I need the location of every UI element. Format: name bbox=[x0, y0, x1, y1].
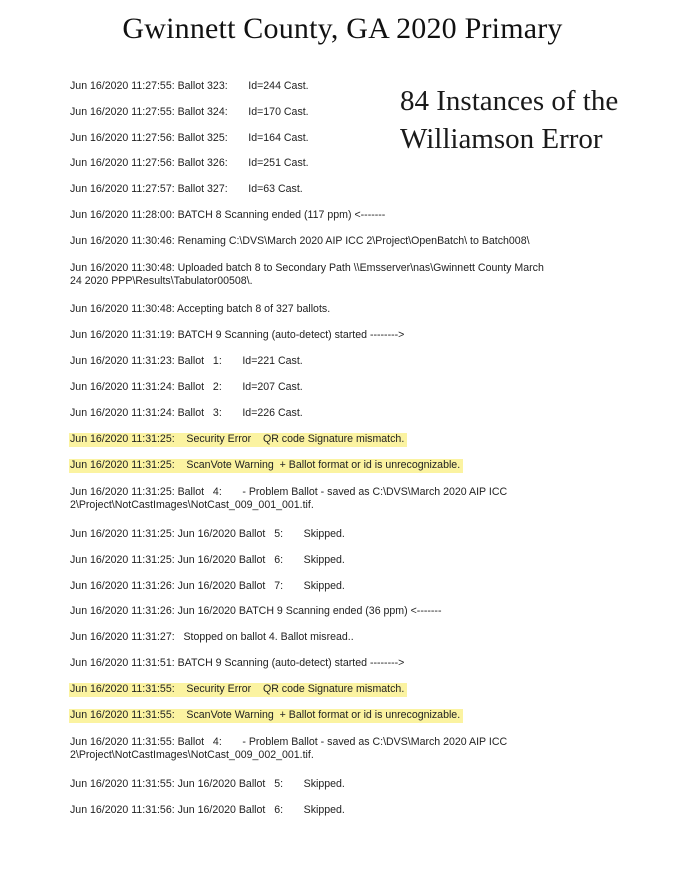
log-line-text: Jun 16/2020 11:27:56: Ballot 326: Id=251 Cast. bbox=[70, 157, 309, 169]
log-line-text: Jun 16/2020 11:31:25: Ballot 4: - Problem Ballot - saved as C:\DVS\March 2020 AIP ICC bbox=[70, 486, 508, 498]
log-line bbox=[70, 329, 404, 342]
log-line bbox=[70, 132, 309, 145]
log-line bbox=[70, 804, 345, 817]
log-line-text: Jun 16/2020 11:31:55: Security Error QR code Signature mismatch. bbox=[70, 683, 405, 695]
log-line-text: Jun 16/2020 11:31:24: Ballot 2: Id=207 Cast. bbox=[70, 381, 303, 393]
log-line bbox=[70, 381, 303, 394]
log-line-text: Jun 16/2020 11:31:27: Stopped on ballot 4. Ballot misread.. bbox=[70, 631, 354, 643]
log-line bbox=[70, 235, 530, 248]
log-line bbox=[70, 183, 303, 196]
log-line-text: Jun 16/2020 11:31:55: ScanVote Warning + Ballot format or id is unrecognizable. bbox=[70, 709, 461, 721]
log-line bbox=[70, 80, 309, 93]
log-line bbox=[70, 262, 544, 288]
log-line-highlighted bbox=[69, 709, 463, 723]
log-line bbox=[70, 486, 507, 512]
log-line-text: Jun 16/2020 11:31:51: BATCH 9 Scanning (auto-detect) started --------> bbox=[70, 657, 405, 669]
log-line-text: Jun 16/2020 11:31:25: Security Error QR code Signature mismatch. bbox=[70, 433, 405, 445]
log-line-text: Jun 16/2020 11:27:57: Ballot 327: Id=63 Cast. bbox=[70, 183, 303, 195]
log-line-text: Jun 16/2020 11:31:23: Ballot 1: Id=221 Cast. bbox=[70, 355, 303, 367]
log-line-highlighted bbox=[69, 433, 407, 447]
log-line-text: Jun 16/2020 11:30:48: Uploaded batch 8 to Secondary Path \\Emsserver\nas\Gwinnett County March bbox=[70, 262, 544, 274]
log-line-text: Jun 16/2020 11:31:26: Jun 16/2020 Ballot 7: Skipped. bbox=[70, 580, 345, 592]
log-line-text: Jun 16/2020 11:31:19: BATCH 9 Scanning (auto-detect) started --------> bbox=[70, 329, 405, 341]
log-line-text: Jun 16/2020 11:31:56: Jun 16/2020 Ballot 6: Skipped. bbox=[70, 804, 345, 816]
log-line-text: Jun 16/2020 11:30:48: Accepting batch 8 of 327 ballots. bbox=[70, 303, 331, 315]
log-line-text: Jun 16/2020 11:31:55: Jun 16/2020 Ballot 5: Skipped. bbox=[70, 778, 345, 790]
annotation-callout bbox=[400, 82, 618, 158]
log-line-text: Jun 16/2020 11:31:24: Ballot 3: Id=226 Cast. bbox=[70, 407, 303, 419]
annotation-line-1: 84 Instances of the bbox=[400, 85, 619, 117]
log-line bbox=[70, 554, 345, 567]
log-line-text: Jun 16/2020 11:27:56: Ballot 325: Id=164 Cast. bbox=[70, 132, 309, 144]
annotation-line-2: Williamson Error bbox=[400, 123, 603, 155]
log-line bbox=[70, 736, 507, 762]
log-line-text: Jun 16/2020 11:31:25: Jun 16/2020 Ballot 6: Skipped. bbox=[70, 554, 345, 566]
log-line-text: Jun 16/2020 11:30:46: Renaming C:\DVS\March 2020 AIP ICC 2\Project\OpenBatch\ to Batch008\ bbox=[70, 235, 530, 247]
log-line-highlighted bbox=[69, 683, 407, 697]
page-title: Gwinnett County, GA 2020 Primary bbox=[122, 12, 563, 45]
log-line-text: Jun 16/2020 11:31:55: Ballot 4: - Problem Ballot - saved as C:\DVS\March 2020 AIP ICC bbox=[70, 736, 508, 748]
log-line-text: Jun 16/2020 11:31:25: Jun 16/2020 Ballot 5: Skipped. bbox=[70, 528, 345, 540]
log-line-text: Jun 16/2020 11:27:55: Ballot 323: Id=244 Cast. bbox=[70, 80, 309, 92]
log-line-highlighted bbox=[69, 459, 463, 473]
log-line bbox=[70, 106, 309, 119]
log-line-text: Jun 16/2020 11:31:26: Jun 16/2020 BATCH 9 Scanning ended (36 ppm) <------- bbox=[70, 605, 442, 617]
log-line bbox=[70, 355, 303, 368]
log-line bbox=[70, 631, 354, 644]
log-line-continuation: 2\Project\NotCastImages\NotCast_009_001_001.tif. bbox=[70, 499, 314, 511]
log-line bbox=[70, 605, 442, 618]
log-line-continuation: 24 2020 PPP\Results\Tabulator00508\. bbox=[70, 275, 253, 287]
log-line-text: Jun 16/2020 11:27:55: Ballot 324: Id=170 Cast. bbox=[70, 106, 309, 118]
log-line bbox=[70, 407, 303, 420]
log-line-text: Jun 16/2020 11:28:00: BATCH 8 Scanning ended (117 ppm) <------- bbox=[70, 209, 386, 221]
log-line bbox=[70, 303, 330, 316]
log-line-continuation: 2\Project\NotCastImages\NotCast_009_002_001.tif. bbox=[70, 749, 314, 761]
log-line bbox=[70, 209, 385, 222]
log-line bbox=[70, 580, 345, 593]
log-line bbox=[70, 528, 345, 541]
log-line bbox=[70, 157, 309, 170]
log-line-text: Jun 16/2020 11:31:25: ScanVote Warning + Ballot format or id is unrecognizable. bbox=[70, 459, 461, 471]
log-line bbox=[70, 778, 345, 791]
log-line bbox=[70, 657, 404, 670]
